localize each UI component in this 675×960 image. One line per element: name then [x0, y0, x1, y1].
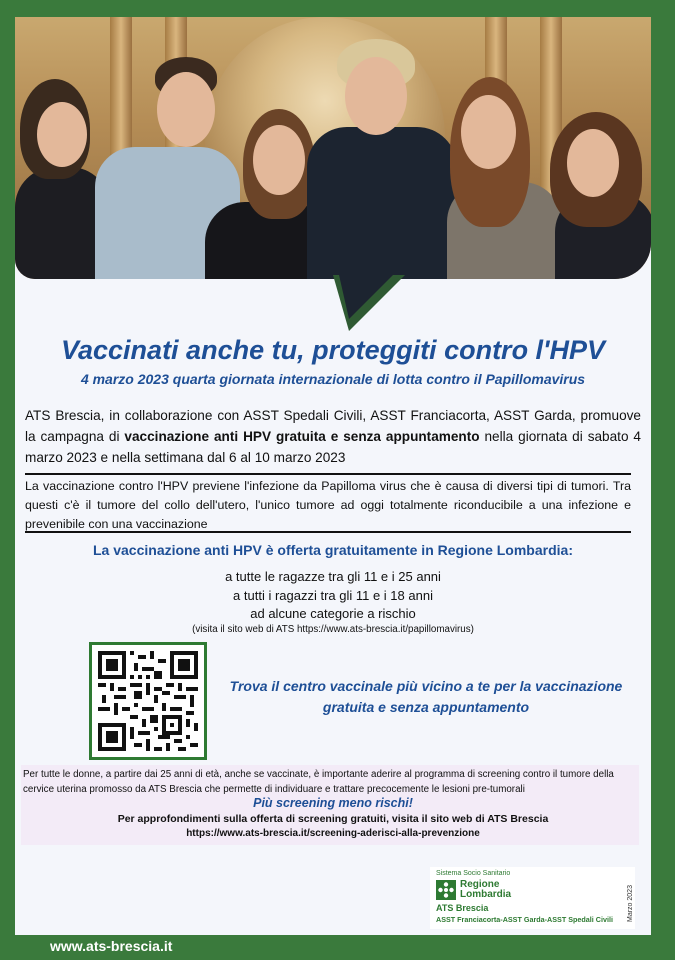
logo-regione — [460, 880, 511, 900]
offer-item: ad alcune categorie a rischio — [250, 606, 416, 621]
person-body — [307, 127, 457, 279]
screening-slogan: Più screening meno rischi! — [253, 796, 413, 810]
speech-bubble-tail-inner — [339, 275, 393, 319]
person-head — [157, 72, 215, 147]
logo-sistema-text: Sistema Socio Sanitario — [436, 870, 511, 877]
person-head — [567, 129, 619, 197]
offer-item: a tutte le ragazze tra gli 11 e i 25 anni — [225, 569, 441, 584]
logo-ats: ATS Brescia — [436, 903, 489, 913]
divider — [25, 531, 631, 533]
divider — [25, 473, 631, 475]
offer-item: a tutti i ragazzi tra gli 11 e i 18 anni — [233, 587, 433, 603]
screening-text: Per tutte le donne, a partire dai 25 anni di età, anche se vaccinate, è importante aderire al programma di screening contro il tumore della cervice uterina promosso da ATS Brescia che permette di individuare e trattare precocemente le lesioni pre-tumorali — [23, 769, 614, 795]
offer-list — [15, 568, 651, 624]
logo-regione-line2: Lombardia — [460, 889, 512, 900]
poster-sheet — [15, 17, 651, 935]
person-head — [345, 57, 407, 135]
poster-date: Marzo 2023 — [627, 885, 634, 922]
intro-paragraph — [25, 405, 641, 468]
qr-code[interactable] — [89, 642, 207, 760]
person-head — [461, 95, 516, 169]
offer-title: La vaccinazione anti HPV è offerta gratuitamente in Regione Lombardia: — [93, 542, 573, 558]
visit-note: (visita il sito web di ATS https://www.ats-brescia.it/papillomavirus) — [192, 624, 474, 635]
page-subtitle: 4 marzo 2023 quarta giornata internazionale di lotta contro il Papillomavirus — [80, 371, 586, 387]
intro-text-end: nella giornata di sabato 4 marzo 2023 e nella settimana dal 6 al 10 marzo 2023 — [25, 429, 641, 465]
page-title: Vaccinati anche tu, proteggiti contro l'HPV — [61, 335, 605, 365]
logo-asst: ASST Franciacorta-ASST Garda-ASST Spedali Civili — [436, 915, 613, 924]
intro-highlight: vaccinazione anti HPV gratuita e senza appuntamento — [124, 429, 480, 444]
find-center-text: Trova il centro vaccinale più vicino a te per la vaccinazione gratuita e senza appuntamento — [229, 678, 623, 715]
regione-lombardia-icon — [436, 880, 456, 900]
intro-text: ATS Brescia, in collaborazione con ASST Spedali Civili, ASST Franciacorta, ASST Garda, promuove la campagna di — [25, 408, 641, 444]
footer-website-link[interactable]: www.ats-brescia.it — [50, 938, 173, 954]
qr-code-image — [98, 651, 198, 751]
institution-logo — [430, 867, 635, 929]
screening-link[interactable]: https://www.ats-brescia.it/screening-aderisci-alla-prevenzione — [186, 828, 480, 839]
person-head — [37, 102, 87, 167]
screening-more: Per approfondimenti sulla offerta di screening gratuiti, visita il sito web di ATS Brescia — [117, 813, 549, 825]
logo-regione-line1: Regione — [460, 879, 500, 890]
hpv-info-paragraph: La vaccinazione contro l'HPV previene l'infezione da Papilloma virus che è causa di diversi tipi di tumori. Tra questi c'è il tumore del collo dell'utero, l'unico tumore ad oggi totalmente riconducibile a una infezione e prevenibile con una vaccinazione — [25, 479, 631, 531]
person-head — [253, 125, 305, 195]
hero-photo — [15, 17, 651, 279]
